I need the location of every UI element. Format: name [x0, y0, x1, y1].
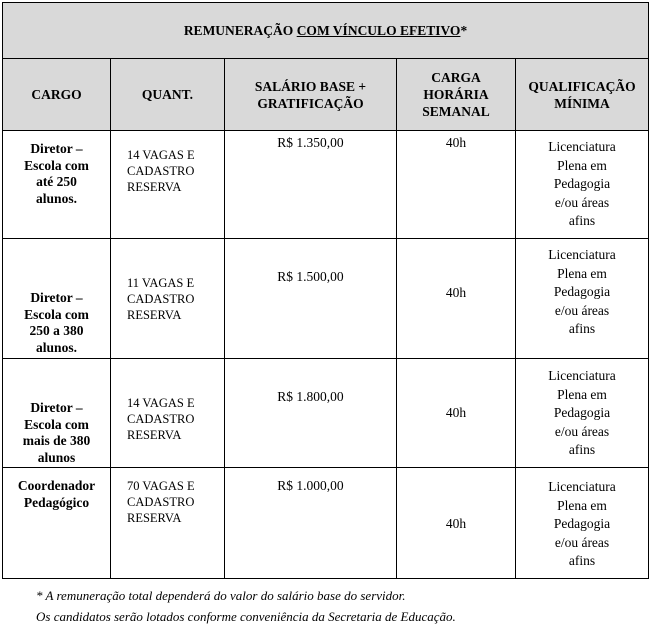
table-title-suffix: * [460, 22, 468, 38]
cargo-line: Diretor – [30, 290, 83, 305]
qual-line: Licenciatura [548, 479, 616, 494]
quant-line: CADASTRO [127, 292, 195, 306]
qual-line: afins [568, 442, 596, 457]
header-cargo-text: CARGO [31, 87, 82, 102]
quant-line: 11 VAGAS E [127, 276, 195, 290]
carga-cell: 40h [397, 239, 516, 359]
cargo-line: Escola com [24, 416, 89, 432]
qual-line: Pedagogia [553, 176, 611, 191]
qualificacao-cell [516, 359, 649, 468]
cargo-line: Pedagógico [23, 494, 90, 510]
qualificacao-cell [516, 468, 649, 579]
cargo-line: Diretor – [30, 141, 83, 156]
table-header-row [3, 59, 649, 131]
quant-line: RESERVA [127, 511, 182, 525]
header-qual-line1: QUALIFICAÇÃO [528, 78, 636, 94]
cargo-cell [3, 468, 111, 579]
qual-line: afins [568, 553, 596, 568]
header-carga-line1: CARGA [431, 70, 481, 85]
qual-line: e/ou áreas [554, 534, 610, 550]
qual-line: afins [568, 213, 596, 228]
cargo-line: 250 a 380 [29, 323, 84, 338]
quant-cell [111, 239, 225, 359]
quant-cell [111, 131, 225, 239]
footnote-remuneracao: * A remuneração total dependerá do valor do salário base do servidor. [36, 588, 406, 603]
header-qual-line2: MÍNIMA [554, 95, 610, 111]
cargo-cell [3, 359, 111, 468]
carga-cell: 40h [397, 131, 516, 239]
salario-cell: R$ 1.800,00 [225, 359, 397, 468]
qual-line: Plena em [557, 265, 607, 281]
header-salario [225, 59, 397, 131]
qual-line: e/ou áreas [554, 194, 610, 210]
header-quant [111, 59, 225, 131]
cargo-cell [3, 239, 111, 359]
cargo-line: mais de 380 [22, 433, 91, 448]
qual-line: e/ou áreas [554, 423, 610, 439]
qual-line: Pedagogia [553, 405, 611, 420]
salario-cell: R$ 1.350,00 [225, 131, 397, 239]
table-row [3, 131, 649, 239]
qualificacao-cell [516, 239, 649, 359]
header-carga-line2: HORÁRIA [423, 87, 489, 102]
header-carga [397, 59, 516, 131]
qual-line: Pedagogia [553, 284, 611, 299]
header-carga-line3: SEMANAL [422, 104, 490, 119]
quant-line: 70 VAGAS E [127, 479, 195, 493]
cargo-line: Escola com [24, 157, 89, 173]
qual-line: Plena em [557, 386, 607, 402]
cargo-cell [3, 131, 111, 239]
table-row [3, 239, 649, 359]
cargo-line: até 250 [36, 174, 77, 189]
quant-line: 14 VAGAS E [127, 396, 195, 410]
cargo-line: alunos [37, 449, 76, 465]
table-title-prefix: REMUNERAÇÃO [183, 22, 297, 38]
carga-cell: 40h [397, 468, 516, 579]
carga-cell: 40h [397, 359, 516, 468]
qual-line: Licenciatura [548, 368, 616, 383]
quant-line: CADASTRO [127, 412, 195, 426]
footnote-lotacao: Os candidatos serão lotados conforme conveniência da Secretaria de Educação. [36, 609, 456, 624]
qualificacao-cell [516, 131, 649, 239]
quant-cell [111, 359, 225, 468]
quant-cell [111, 468, 225, 579]
footnotes [36, 585, 456, 627]
table-title [3, 3, 649, 59]
quant-line: CADASTRO [127, 495, 195, 509]
qual-line: Plena em [557, 497, 607, 513]
qual-line: Plena em [557, 157, 607, 173]
cargo-line: Escola com [24, 306, 89, 322]
quant-line: RESERVA [127, 180, 182, 194]
table-row [3, 359, 649, 468]
qual-line: Licenciatura [548, 247, 616, 262]
cargo-line: Diretor – [30, 400, 83, 415]
quant-line: RESERVA [127, 428, 182, 442]
qual-line: e/ou áreas [554, 302, 610, 318]
qual-line: Licenciatura [548, 139, 616, 154]
cargo-line: alunos. [36, 339, 77, 355]
header-salario-line1: SALÁRIO BASE + [254, 78, 367, 94]
table-title-underlined: COM VÍNCULO EFETIVO [296, 22, 461, 38]
qual-line: afins [568, 321, 596, 336]
remuneration-table [2, 2, 649, 579]
header-qualificacao [516, 59, 649, 131]
header-cargo [3, 59, 111, 131]
cargo-line: alunos. [36, 190, 77, 206]
cargo-line: Coordenador [17, 478, 96, 493]
header-salario-line2: GRATIFICAÇÃO [257, 95, 364, 111]
quant-line: 14 VAGAS E [127, 148, 195, 162]
table-title-row [3, 3, 649, 59]
salario-cell: R$ 1.000,00 [225, 468, 397, 579]
header-quant-text: QUANT. [141, 87, 194, 102]
qual-line: Pedagogia [553, 516, 611, 531]
salario-cell: R$ 1.500,00 [225, 239, 397, 359]
quant-line: RESERVA [127, 308, 182, 322]
quant-line: CADASTRO [127, 164, 195, 178]
table-row [3, 468, 649, 579]
